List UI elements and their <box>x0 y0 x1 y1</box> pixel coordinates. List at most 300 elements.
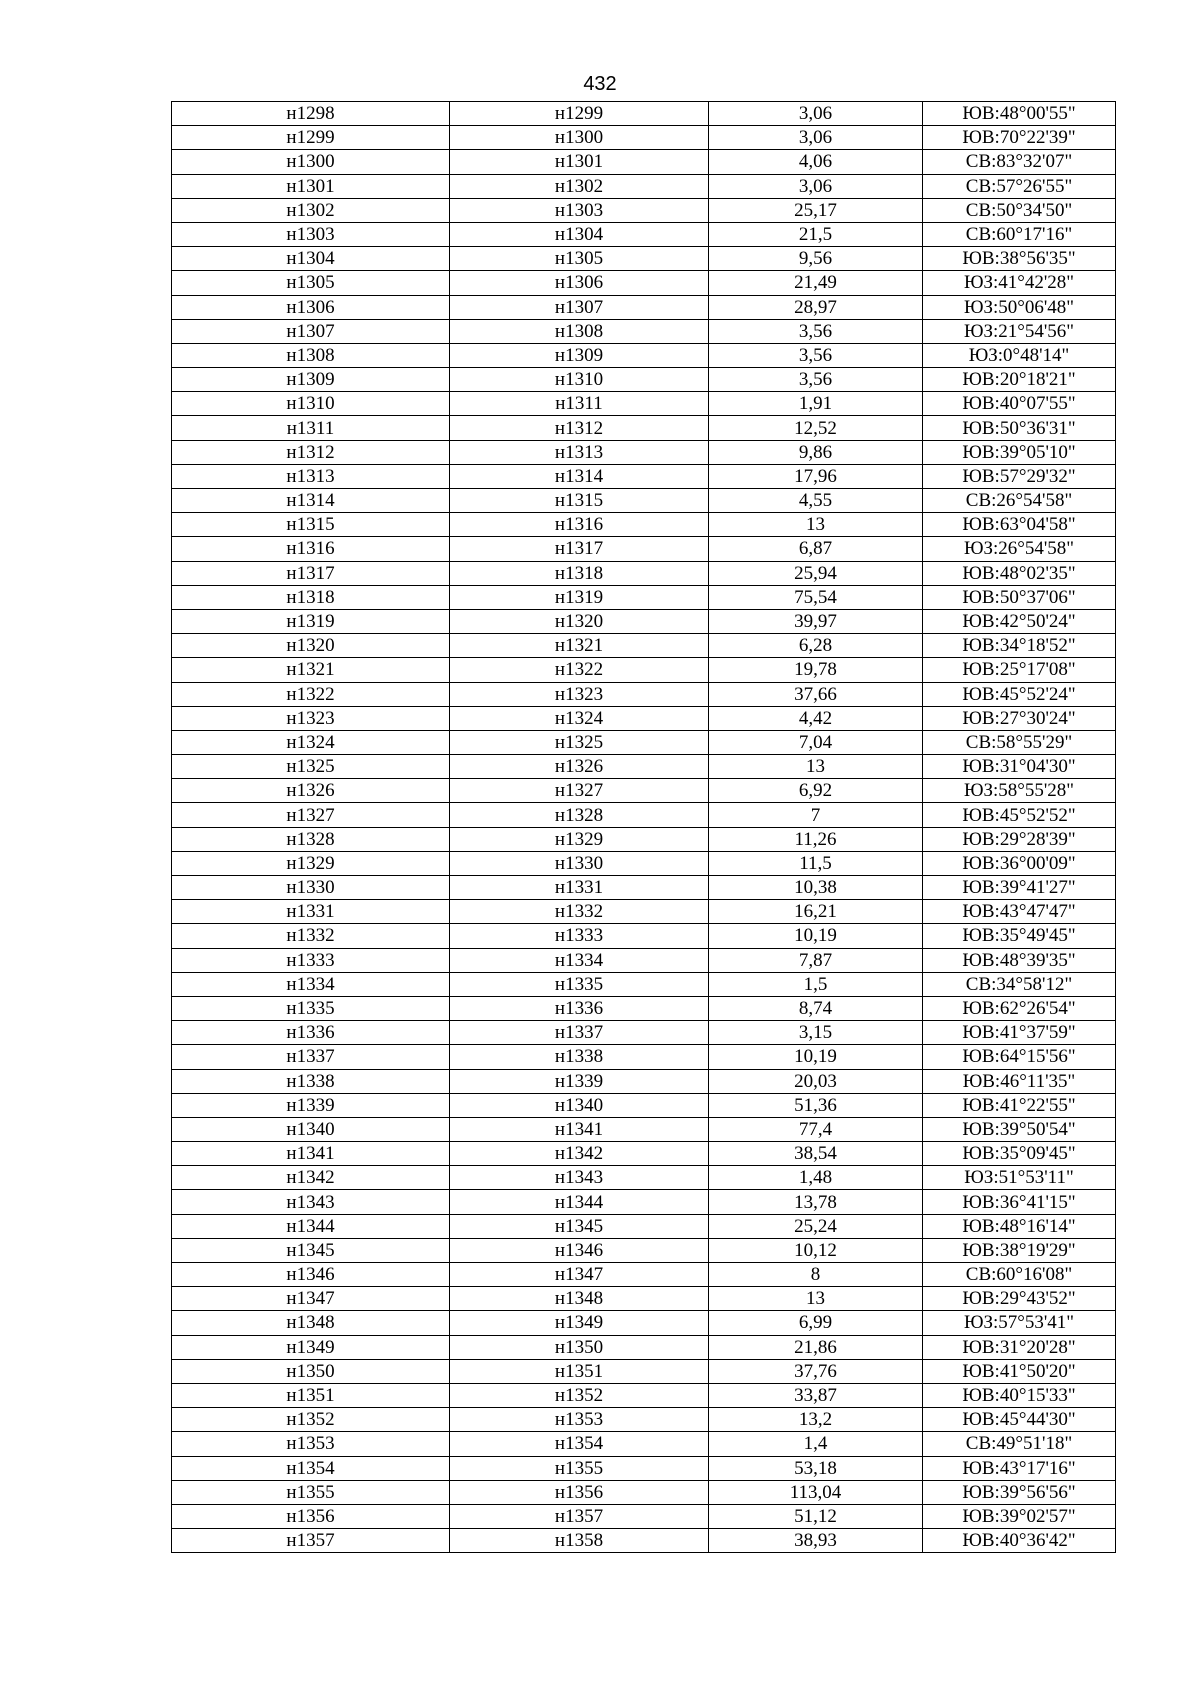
table-row <box>172 1117 1116 1141</box>
bearing-cell: ЮВ:43°17'16" <box>923 1456 1116 1480</box>
from-point-cell: н1308 <box>172 343 450 367</box>
from-point-cell: н1353 <box>172 1432 450 1456</box>
to-point-cell: н1327 <box>450 779 709 803</box>
to-point-cell: н1312 <box>450 416 709 440</box>
distance-cell: 33,87 <box>709 1383 923 1407</box>
distance-cell: 10,12 <box>709 1238 923 1262</box>
from-point-cell: н1300 <box>172 150 450 174</box>
distance-cell: 16,21 <box>709 900 923 924</box>
table-row <box>172 996 1116 1020</box>
distance-cell: 25,94 <box>709 561 923 585</box>
distance-cell: 25,24 <box>709 1214 923 1238</box>
from-point-cell: н1327 <box>172 803 450 827</box>
bearing-cell: ЮВ:39°02'57" <box>923 1504 1116 1528</box>
distance-cell: 37,66 <box>709 682 923 706</box>
bearing-cell: ЮВ:39°41'27" <box>923 876 1116 900</box>
bearing-cell: ЮВ:38°19'29" <box>923 1238 1116 1262</box>
distance-cell: 51,12 <box>709 1504 923 1528</box>
to-point-cell: н1347 <box>450 1263 709 1287</box>
distance-cell: 13 <box>709 755 923 779</box>
distance-cell: 11,26 <box>709 827 923 851</box>
distance-cell: 25,17 <box>709 198 923 222</box>
distance-cell: 7 <box>709 803 923 827</box>
to-point-cell: н1336 <box>450 996 709 1020</box>
from-point-cell: н1352 <box>172 1408 450 1432</box>
to-point-cell: н1355 <box>450 1456 709 1480</box>
bearing-cell: ЮВ:45°44'30" <box>923 1408 1116 1432</box>
table-row <box>172 1311 1116 1335</box>
from-point-cell: н1301 <box>172 174 450 198</box>
distance-cell: 6,99 <box>709 1311 923 1335</box>
bearing-cell: СВ:60°16'08" <box>923 1263 1116 1287</box>
to-point-cell: н1332 <box>450 900 709 924</box>
table-row <box>172 126 1116 150</box>
table-row <box>172 1166 1116 1190</box>
table-row <box>172 730 1116 754</box>
to-point-cell: н1334 <box>450 948 709 972</box>
to-point-cell: н1302 <box>450 174 709 198</box>
from-point-cell: н1321 <box>172 658 450 682</box>
from-point-cell: н1336 <box>172 1021 450 1045</box>
table-row <box>172 1190 1116 1214</box>
distance-cell: 13,2 <box>709 1408 923 1432</box>
bearing-cell: ЮВ:36°41'15" <box>923 1190 1116 1214</box>
bearing-cell: ЮЗ:58°55'28" <box>923 779 1116 803</box>
distance-cell: 3,15 <box>709 1021 923 1045</box>
from-point-cell: н1329 <box>172 851 450 875</box>
bearing-cell: ЮВ:29°43'52" <box>923 1287 1116 1311</box>
from-point-cell: н1298 <box>172 102 450 126</box>
to-point-cell: н1309 <box>450 343 709 367</box>
table-row <box>172 609 1116 633</box>
from-point-cell: н1315 <box>172 513 450 537</box>
distance-cell: 6,87 <box>709 537 923 561</box>
from-point-cell: н1335 <box>172 996 450 1020</box>
table-row <box>172 1069 1116 1093</box>
distance-cell: 75,54 <box>709 585 923 609</box>
distance-cell: 4,55 <box>709 489 923 513</box>
distance-cell: 10,19 <box>709 924 923 948</box>
to-point-cell: н1314 <box>450 464 709 488</box>
from-point-cell: н1323 <box>172 706 450 730</box>
boundary-segments-table <box>171 101 1116 1553</box>
table-row <box>172 682 1116 706</box>
bearing-cell: ЮВ:34°18'52" <box>923 634 1116 658</box>
bearing-cell: ЮЗ:51°53'11" <box>923 1166 1116 1190</box>
to-point-cell: н1322 <box>450 658 709 682</box>
to-point-cell: н1304 <box>450 222 709 246</box>
table-row <box>172 1093 1116 1117</box>
bearing-cell: ЮВ:45°52'24" <box>923 682 1116 706</box>
from-point-cell: н1302 <box>172 198 450 222</box>
bearing-cell: ЮВ:63°04'58" <box>923 513 1116 537</box>
table-row <box>172 658 1116 682</box>
bearing-cell: ЮВ:42°50'24" <box>923 609 1116 633</box>
to-point-cell: н1319 <box>450 585 709 609</box>
table-row <box>172 1142 1116 1166</box>
table-row <box>172 1045 1116 1069</box>
to-point-cell: н1320 <box>450 609 709 633</box>
table-row <box>172 368 1116 392</box>
table-row <box>172 827 1116 851</box>
from-point-cell: н1330 <box>172 876 450 900</box>
distance-cell: 7,04 <box>709 730 923 754</box>
from-point-cell: н1357 <box>172 1529 450 1553</box>
bearing-cell: ЮВ:41°37'59" <box>923 1021 1116 1045</box>
from-point-cell: н1333 <box>172 948 450 972</box>
table-row <box>172 706 1116 730</box>
distance-cell: 20,03 <box>709 1069 923 1093</box>
distance-cell: 19,78 <box>709 658 923 682</box>
distance-cell: 13 <box>709 1287 923 1311</box>
table-row <box>172 222 1116 246</box>
to-point-cell: н1299 <box>450 102 709 126</box>
distance-cell: 3,06 <box>709 174 923 198</box>
from-point-cell: н1326 <box>172 779 450 803</box>
table-row <box>172 319 1116 343</box>
bearing-cell: СВ:34°58'12" <box>923 972 1116 996</box>
bearing-cell: СВ:58°55'29" <box>923 730 1116 754</box>
distance-cell: 53,18 <box>709 1456 923 1480</box>
bearing-cell: ЮВ:36°00'09" <box>923 851 1116 875</box>
from-point-cell: н1328 <box>172 827 450 851</box>
to-point-cell: н1348 <box>450 1287 709 1311</box>
bearing-cell: ЮВ:40°07'55" <box>923 392 1116 416</box>
to-point-cell: н1307 <box>450 295 709 319</box>
bearing-cell: СВ:49°51'18" <box>923 1432 1116 1456</box>
table-row <box>172 1480 1116 1504</box>
to-point-cell: н1330 <box>450 851 709 875</box>
table-row <box>172 271 1116 295</box>
distance-cell: 4,06 <box>709 150 923 174</box>
to-point-cell: н1318 <box>450 561 709 585</box>
from-point-cell: н1311 <box>172 416 450 440</box>
distance-cell: 12,52 <box>709 416 923 440</box>
distance-cell: 6,92 <box>709 779 923 803</box>
distance-cell: 7,87 <box>709 948 923 972</box>
to-point-cell: н1350 <box>450 1335 709 1359</box>
bearing-cell: СВ:50°34'50" <box>923 198 1116 222</box>
bearing-cell: ЮВ:35°49'45" <box>923 924 1116 948</box>
from-point-cell: н1356 <box>172 1504 450 1528</box>
to-point-cell: н1316 <box>450 513 709 537</box>
to-point-cell: н1351 <box>450 1359 709 1383</box>
bearing-cell: СВ:60°17'16" <box>923 222 1116 246</box>
to-point-cell: н1335 <box>450 972 709 996</box>
to-point-cell: н1354 <box>450 1432 709 1456</box>
from-point-cell: н1338 <box>172 1069 450 1093</box>
bearing-cell: ЮЗ:50°06'48" <box>923 295 1116 319</box>
table-row <box>172 803 1116 827</box>
distance-cell: 8,74 <box>709 996 923 1020</box>
table-row <box>172 779 1116 803</box>
to-point-cell: н1325 <box>450 730 709 754</box>
from-point-cell: н1299 <box>172 126 450 150</box>
bearing-cell: ЮВ:40°15'33" <box>923 1383 1116 1407</box>
from-point-cell: н1331 <box>172 900 450 924</box>
bearing-cell: ЮВ:41°22'55" <box>923 1093 1116 1117</box>
distance-cell: 21,5 <box>709 222 923 246</box>
from-point-cell: н1337 <box>172 1045 450 1069</box>
bearing-cell: ЮВ:48°39'35" <box>923 948 1116 972</box>
from-point-cell: н1341 <box>172 1142 450 1166</box>
to-point-cell: н1346 <box>450 1238 709 1262</box>
distance-cell: 17,96 <box>709 464 923 488</box>
to-point-cell: н1301 <box>450 150 709 174</box>
distance-cell: 11,5 <box>709 851 923 875</box>
from-point-cell: н1312 <box>172 440 450 464</box>
from-point-cell: н1354 <box>172 1456 450 1480</box>
bearing-cell: ЮВ:38°56'35" <box>923 247 1116 271</box>
bearing-cell: ЮЗ:21°54'56" <box>923 319 1116 343</box>
table-row <box>172 1529 1116 1553</box>
bearing-cell: ЮВ:41°50'20" <box>923 1359 1116 1383</box>
distance-cell: 37,76 <box>709 1359 923 1383</box>
from-point-cell: н1349 <box>172 1335 450 1359</box>
to-point-cell: н1324 <box>450 706 709 730</box>
table-row <box>172 972 1116 996</box>
from-point-cell: н1350 <box>172 1359 450 1383</box>
distance-cell: 4,42 <box>709 706 923 730</box>
table-row <box>172 295 1116 319</box>
bearing-cell: ЮВ:20°18'21" <box>923 368 1116 392</box>
table-row <box>172 1021 1116 1045</box>
bearing-cell: ЮЗ:0°48'14" <box>923 343 1116 367</box>
table-row <box>172 561 1116 585</box>
to-point-cell: н1357 <box>450 1504 709 1528</box>
from-point-cell: н1305 <box>172 271 450 295</box>
from-point-cell: н1340 <box>172 1117 450 1141</box>
to-point-cell: н1300 <box>450 126 709 150</box>
distance-cell: 3,06 <box>709 102 923 126</box>
bearing-cell: СВ:26°54'58" <box>923 489 1116 513</box>
table-row <box>172 464 1116 488</box>
bearing-cell: ЮВ:62°26'54" <box>923 996 1116 1020</box>
bearing-cell: СВ:57°26'55" <box>923 174 1116 198</box>
table-row <box>172 513 1116 537</box>
from-point-cell: н1317 <box>172 561 450 585</box>
bearing-cell: ЮВ:31°04'30" <box>923 755 1116 779</box>
from-point-cell: н1320 <box>172 634 450 658</box>
from-point-cell: н1351 <box>172 1383 450 1407</box>
bearing-cell: ЮЗ:57°53'41" <box>923 1311 1116 1335</box>
to-point-cell: н1317 <box>450 537 709 561</box>
bearing-cell: ЮЗ:41°42'28" <box>923 271 1116 295</box>
from-point-cell: н1342 <box>172 1166 450 1190</box>
table-row <box>172 585 1116 609</box>
table-row <box>172 1504 1116 1528</box>
to-point-cell: н1341 <box>450 1117 709 1141</box>
from-point-cell: н1325 <box>172 755 450 779</box>
to-point-cell: н1303 <box>450 198 709 222</box>
distance-cell: 6,28 <box>709 634 923 658</box>
bearing-cell: ЮВ:64°15'56" <box>923 1045 1116 1069</box>
to-point-cell: н1344 <box>450 1190 709 1214</box>
bearing-cell: ЮВ:40°36'42" <box>923 1529 1116 1553</box>
to-point-cell: н1323 <box>450 682 709 706</box>
distance-cell: 1,91 <box>709 392 923 416</box>
table-row <box>172 876 1116 900</box>
table-row <box>172 1287 1116 1311</box>
from-point-cell: н1332 <box>172 924 450 948</box>
from-point-cell: н1310 <box>172 392 450 416</box>
table-row <box>172 1359 1116 1383</box>
bearing-cell: ЮВ:35°09'45" <box>923 1142 1116 1166</box>
table-row <box>172 1456 1116 1480</box>
bearing-cell: ЮВ:39°56'56" <box>923 1480 1116 1504</box>
bearing-cell: ЮВ:48°16'14" <box>923 1214 1116 1238</box>
distance-cell: 9,86 <box>709 440 923 464</box>
from-point-cell: н1319 <box>172 609 450 633</box>
table-row <box>172 174 1116 198</box>
from-point-cell: н1304 <box>172 247 450 271</box>
table-row <box>172 1432 1116 1456</box>
table-row <box>172 102 1116 126</box>
table-row <box>172 150 1116 174</box>
table-row <box>172 416 1116 440</box>
distance-cell: 3,56 <box>709 368 923 392</box>
to-point-cell: н1356 <box>450 1480 709 1504</box>
bearing-cell: ЮЗ:26°54'58" <box>923 537 1116 561</box>
distance-cell: 113,04 <box>709 1480 923 1504</box>
from-point-cell: н1324 <box>172 730 450 754</box>
distance-cell: 38,54 <box>709 1142 923 1166</box>
bearing-cell: ЮВ:70°22'39" <box>923 126 1116 150</box>
distance-cell: 1,5 <box>709 972 923 996</box>
bearing-cell: ЮВ:27°30'24" <box>923 706 1116 730</box>
to-point-cell: н1315 <box>450 489 709 513</box>
bearing-cell: ЮВ:29°28'39" <box>923 827 1116 851</box>
to-point-cell: н1358 <box>450 1529 709 1553</box>
table-row <box>172 1263 1116 1287</box>
to-point-cell: н1340 <box>450 1093 709 1117</box>
to-point-cell: н1328 <box>450 803 709 827</box>
distance-cell: 8 <box>709 1263 923 1287</box>
table-body <box>172 102 1116 1553</box>
distance-cell: 13 <box>709 513 923 537</box>
bearing-cell: СВ:83°32'07" <box>923 150 1116 174</box>
table-row <box>172 343 1116 367</box>
to-point-cell: н1310 <box>450 368 709 392</box>
from-point-cell: н1318 <box>172 585 450 609</box>
table-row <box>172 900 1116 924</box>
to-point-cell: н1342 <box>450 1142 709 1166</box>
to-point-cell: н1333 <box>450 924 709 948</box>
bearing-cell: ЮВ:57°29'32" <box>923 464 1116 488</box>
to-point-cell: н1326 <box>450 755 709 779</box>
bearing-cell: ЮВ:31°20'28" <box>923 1335 1116 1359</box>
distance-cell: 77,4 <box>709 1117 923 1141</box>
from-point-cell: н1303 <box>172 222 450 246</box>
bearing-cell: ЮВ:50°37'06" <box>923 585 1116 609</box>
from-point-cell: н1309 <box>172 368 450 392</box>
from-point-cell: н1345 <box>172 1238 450 1262</box>
table-row <box>172 392 1116 416</box>
bearing-cell: ЮВ:39°05'10" <box>923 440 1116 464</box>
table-row <box>172 1335 1116 1359</box>
bearing-cell: ЮВ:43°47'47" <box>923 900 1116 924</box>
table-row <box>172 1408 1116 1432</box>
distance-cell: 21,86 <box>709 1335 923 1359</box>
from-point-cell: н1339 <box>172 1093 450 1117</box>
to-point-cell: н1313 <box>450 440 709 464</box>
distance-cell: 51,36 <box>709 1093 923 1117</box>
table-row <box>172 198 1116 222</box>
to-point-cell: н1339 <box>450 1069 709 1093</box>
from-point-cell: н1343 <box>172 1190 450 1214</box>
distance-cell: 28,97 <box>709 295 923 319</box>
table-row <box>172 924 1116 948</box>
to-point-cell: н1306 <box>450 271 709 295</box>
distance-cell: 10,19 <box>709 1045 923 1069</box>
table-row <box>172 1214 1116 1238</box>
to-point-cell: н1308 <box>450 319 709 343</box>
from-point-cell: н1347 <box>172 1287 450 1311</box>
to-point-cell: н1331 <box>450 876 709 900</box>
to-point-cell: н1338 <box>450 1045 709 1069</box>
table-row <box>172 247 1116 271</box>
bearing-cell: ЮВ:48°00'55" <box>923 102 1116 126</box>
from-point-cell: н1314 <box>172 489 450 513</box>
from-point-cell: н1355 <box>172 1480 450 1504</box>
bearing-cell: ЮВ:25°17'08" <box>923 658 1116 682</box>
distance-cell: 9,56 <box>709 247 923 271</box>
to-point-cell: н1352 <box>450 1383 709 1407</box>
table-row <box>172 537 1116 561</box>
distance-cell: 3,56 <box>709 319 923 343</box>
table-row <box>172 1383 1116 1407</box>
from-point-cell: н1313 <box>172 464 450 488</box>
from-point-cell: н1348 <box>172 1311 450 1335</box>
distance-cell: 1,48 <box>709 1166 923 1190</box>
from-point-cell: н1307 <box>172 319 450 343</box>
from-point-cell: н1344 <box>172 1214 450 1238</box>
table-row <box>172 489 1116 513</box>
distance-cell: 10,38 <box>709 876 923 900</box>
distance-cell: 3,06 <box>709 126 923 150</box>
table-row <box>172 755 1116 779</box>
table-row <box>172 948 1116 972</box>
distance-cell: 38,93 <box>709 1529 923 1553</box>
table-row <box>172 634 1116 658</box>
to-point-cell: н1329 <box>450 827 709 851</box>
from-point-cell: н1306 <box>172 295 450 319</box>
distance-cell: 39,97 <box>709 609 923 633</box>
table-row <box>172 440 1116 464</box>
to-point-cell: н1305 <box>450 247 709 271</box>
table-row <box>172 1238 1116 1262</box>
to-point-cell: н1343 <box>450 1166 709 1190</box>
distance-cell: 13,78 <box>709 1190 923 1214</box>
to-point-cell: н1353 <box>450 1408 709 1432</box>
to-point-cell: н1349 <box>450 1311 709 1335</box>
distance-cell: 3,56 <box>709 343 923 367</box>
bearing-cell: ЮВ:39°50'54" <box>923 1117 1116 1141</box>
from-point-cell: н1346 <box>172 1263 450 1287</box>
from-point-cell: н1316 <box>172 537 450 561</box>
bearing-cell: ЮВ:48°02'35" <box>923 561 1116 585</box>
bearing-cell: ЮВ:45°52'52" <box>923 803 1116 827</box>
to-point-cell: н1311 <box>450 392 709 416</box>
distance-cell: 1,4 <box>709 1432 923 1456</box>
bearing-cell: ЮВ:50°36'31" <box>923 416 1116 440</box>
to-point-cell: н1345 <box>450 1214 709 1238</box>
distance-cell: 21,49 <box>709 271 923 295</box>
to-point-cell: н1337 <box>450 1021 709 1045</box>
table-row <box>172 851 1116 875</box>
from-point-cell: н1322 <box>172 682 450 706</box>
to-point-cell: н1321 <box>450 634 709 658</box>
